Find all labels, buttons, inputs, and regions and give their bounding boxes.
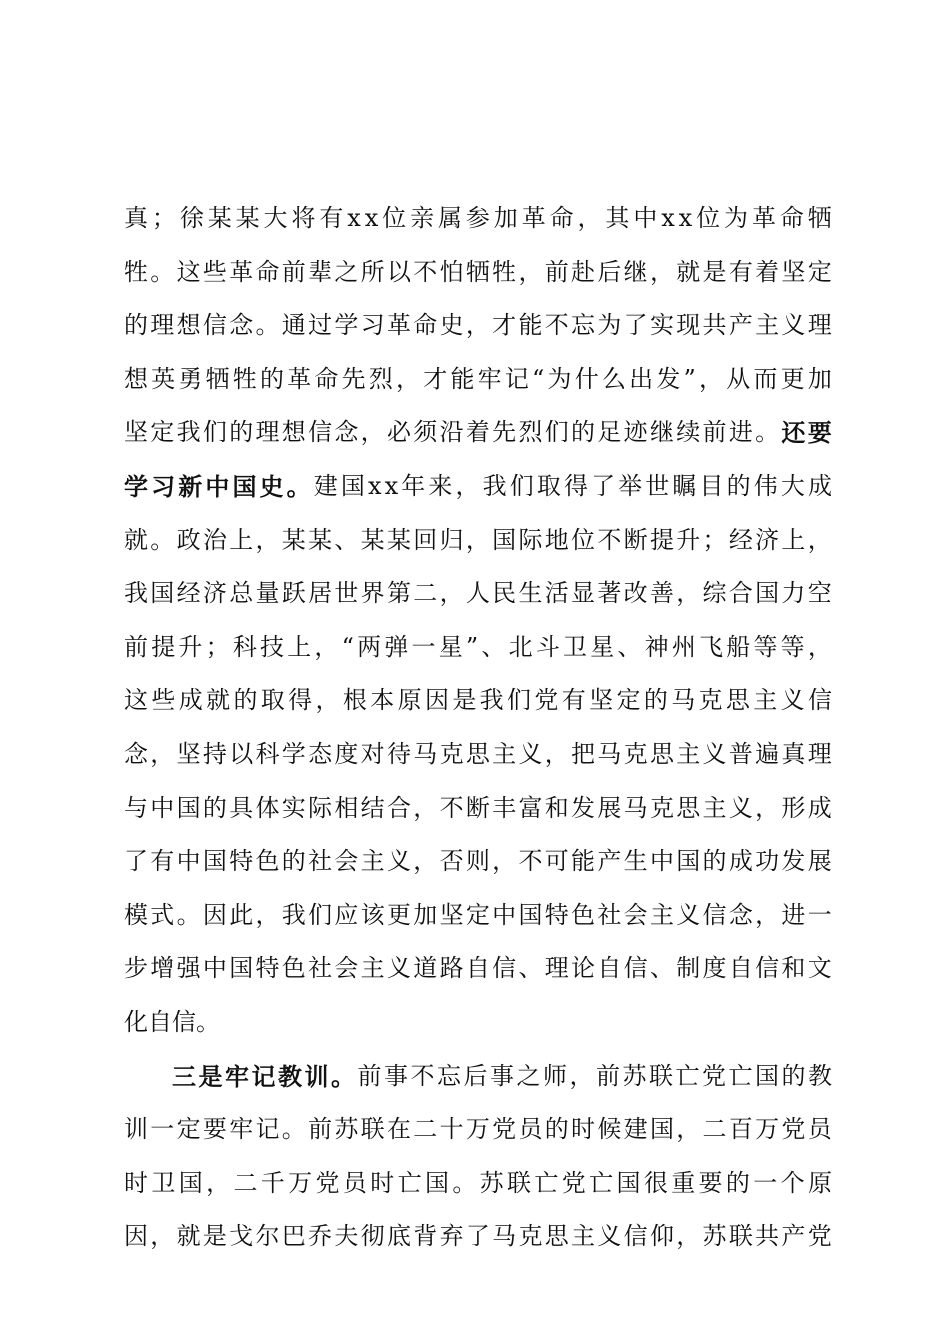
text-line: 训 一 定 要 牢 记 。 前 苏 联 在 二 十 万 党 员 的 时 候 建 国 ， 二 百 万 党 员 — [124, 1115, 832, 1144]
text-line: 牲 。 这 些 革 命 前 辈 之 所 以 不 怕 牺 牲 ， 前 赴 后 继 ， 就 是 有 着 坚 定 — [124, 257, 832, 286]
text-line: 就 。 政 治 上 ， 某 某 、 某 某 回 归 ， 国 际 地 位 不 断 提 升 ； 经 济 上 ， — [124, 525, 832, 554]
text-line: 真 ； 徐 某 某 大 将 有 x x 位 亲 属 参 加 革 命 ， 其 中 x x 位 为 革 命 牺 — [124, 204, 832, 232]
text-line: 学 习 新 中 国 史 。 建 国 x x 年 来 ， 我 们 取 得 了 举 世 瞩 目 的 伟 大 成 — [124, 471, 832, 501]
text-line: 了 有 中 国 特 色 的 社 会 主 义 ， 否 则 ， 不 可 能 产 生 中 国 的 成 功 发 展 — [124, 847, 832, 876]
text-line: 这 些 成 就 的 取 得 ， 根 本 原 因 是 我 们 党 有 坚 定 的 马 克 思 主 义 信 — [124, 686, 832, 715]
text-line: 与 中 国 的 具 体 实 际 相 结 合 ， 不 断 丰 富 和 发 展 马 克 思 主 义 ， 形 成 — [124, 793, 832, 822]
text-line — [124, 996, 832, 1050]
document-body — [124, 192, 832, 1264]
text-line: 的 理 想 信 念 。 通 过 学 习 革 命 史 ， 才 能 不 忘 为 了 实 现 共 产 主 义 理 — [124, 311, 832, 340]
text-line: 想 英 勇 牺 牲 的 革 命 先 烈 ， 才 能 牢 记 “ 为 什 么 出 发 ” ， 从 而 更 加 — [124, 364, 832, 393]
text-line: 坚 定 我 们 的 理 想 信 念 ， 必 须 沿 着 先 烈 们 的 足 迹 继 续 前 进 。 还 要 — [124, 418, 832, 448]
text-line: 模 式 。 因 此 ， 我 们 应 该 更 加 坚 定 中 国 特 色 社 会 主 义 信 念 ， 进 一 — [124, 900, 832, 929]
text-line: 时 卫 国 ， 二 千 万 党 员 时 亡 国 。 苏 联 亡 党 亡 国 很 重 要 的 一 个 原 — [124, 1168, 832, 1197]
text-line: 因 ， 就 是 戈 尔 巴 乔 夫 彻 底 背 弃 了 马 克 思 主 义 信 仰 ， 苏 联 共 产 党 — [124, 1222, 832, 1251]
text-segment: 化自信。 — [124, 1007, 220, 1036]
text-line: 步 增 强 中 国 特 色 社 会 主 义 道 路 自 信 、 理 论 自 信 、 制 度 自 信 和 文 — [124, 954, 832, 983]
text-line: 我 国 经 济 总 量 跃 居 世 界 第 二 ， 人 民 生 活 显 著 改 善 ， 综 合 国 力 空 — [124, 579, 832, 608]
text-line: 前 提 升 ； 科 技 上 ， “ 两 弹 一 星 ” 、 北 斗 卫 星 、 神 州 飞 船 等 等 ， — [124, 632, 832, 661]
text-line: 念 ， 坚 持 以 科 学 态 度 对 待 马 克 思 主 义 ， 把 马 克 思 主 义 普 遍 真 理 — [124, 739, 832, 768]
text-line: 三 是 牢 记 教 训 。 前 事 不 忘 后 事 之 师 ， 前 苏 联 亡 党 亡 国 的 教 — [172, 1061, 832, 1091]
